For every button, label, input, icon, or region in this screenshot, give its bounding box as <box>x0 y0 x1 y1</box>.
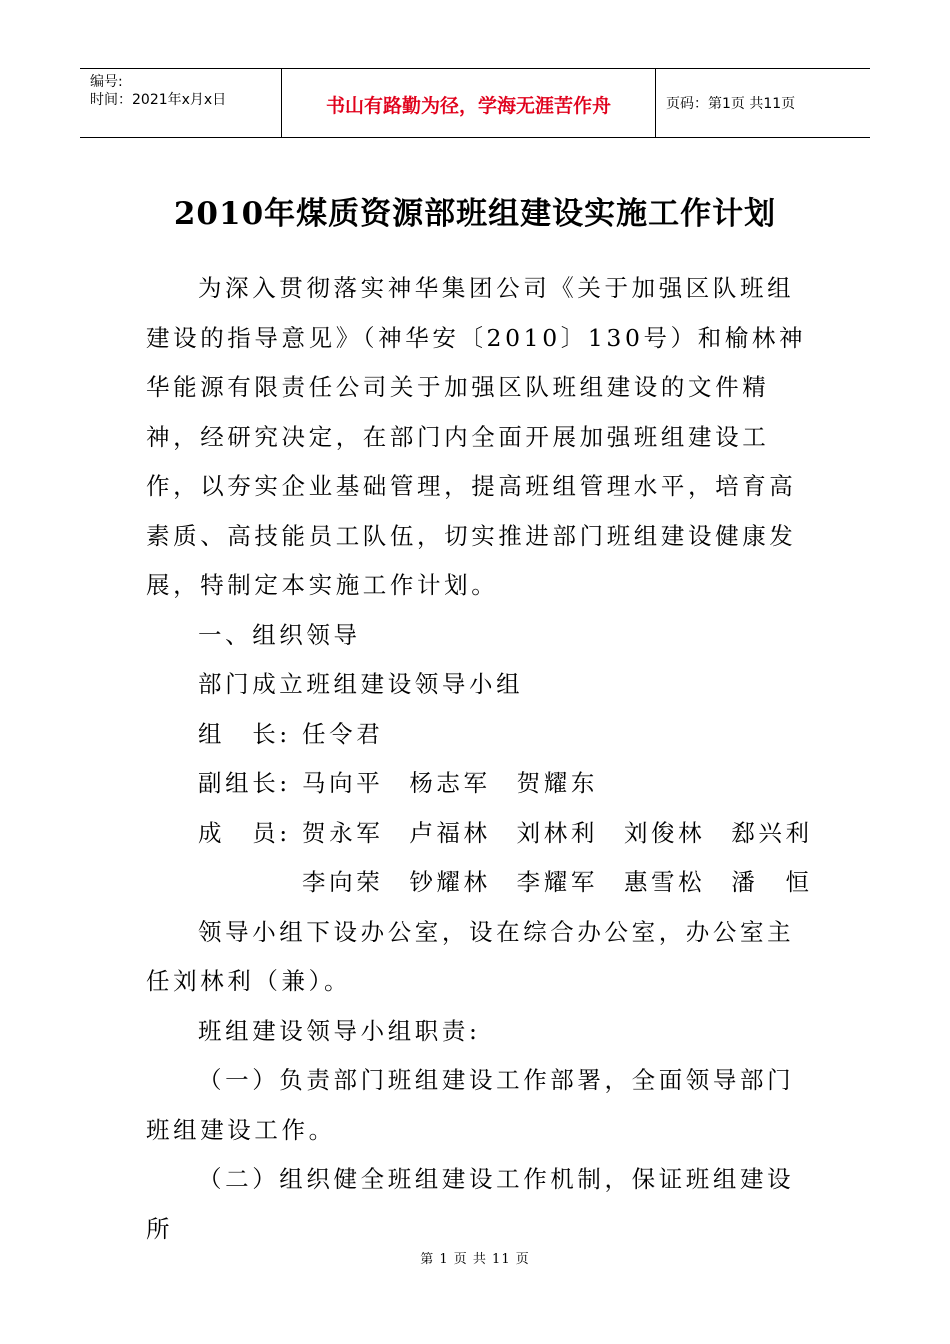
member-name: 惠雪松 <box>623 868 706 896</box>
member-name: 李耀军 <box>516 868 598 896</box>
leader-row <box>146 710 810 760</box>
member-name: 贺永军 <box>302 818 384 847</box>
motto: 书山有路勤为径，学海无涯苦作舟 <box>282 69 656 137</box>
number-label: 编号: <box>90 74 123 90</box>
deputy-row <box>146 759 810 809</box>
office-paragraph: 领导小组下设办公室，设在综合办公室，办公室主任刘林利（兼）。 <box>146 917 795 995</box>
members-label: 成 员: <box>198 818 291 847</box>
section-heading: 一、组织领导 <box>198 620 361 649</box>
leader-label: 组 长: <box>198 719 291 748</box>
member-name: 郄兴利 <box>731 818 813 847</box>
deputy-name: 杨志军 <box>409 769 491 797</box>
deputy-name: 马向平 <box>302 769 384 797</box>
deputy-name: 贺耀东 <box>516 769 598 797</box>
duties-title: 班组建设领导小组职责: <box>198 1016 481 1045</box>
leader-name: 任令君 <box>302 719 384 748</box>
members-row <box>146 809 813 859</box>
document-title: 2010年煤质资源部班组建设实施工作计划 <box>173 196 777 232</box>
header-info-cell <box>80 69 282 137</box>
members-row-continued <box>146 858 813 908</box>
member-name: 刘林利 <box>516 818 598 847</box>
document-body <box>146 264 813 1254</box>
time-label: 时间：2021年x月x日 <box>90 92 227 108</box>
deputy-label: 副组长: <box>198 769 291 797</box>
duty-item-2: （二）组织健全班组建设工作机制，保证班组建设所 <box>146 1165 795 1243</box>
member-name: 李向荣 <box>302 868 384 896</box>
member-name: 钞耀林 <box>409 868 491 896</box>
group-intro: 部门成立班组建设领导小组 <box>198 670 524 698</box>
page-code: 页码：第1页 共11页 <box>666 96 796 112</box>
page-footer: 第 1 页 共 11 页 <box>420 1252 530 1267</box>
header-table <box>80 68 870 138</box>
member-name: 潘 恒 <box>731 868 813 896</box>
member-name: 刘俊林 <box>623 818 706 847</box>
intro-paragraph: 为深入贯彻落实神华集团公司《关于加强区队班组建设的指导意见》（神华安〔2010〕130号）和榆林神华能源有限责任公司关于加强区队班组建设的文件精神，经研究决定，在部门内全面开展加强班组建设工作，以夯实企业基础管理，提高班组管理水平，培育高素质、高技能员工队伍，切实推进部门班组建设健康发展，特制定本实施工作计划。 <box>146 274 807 599</box>
member-name: 卢福林 <box>409 818 491 847</box>
duty-item-1: （一）负责部门班组建设工作部署，全面领导部门班组建设工作。 <box>146 1066 795 1144</box>
